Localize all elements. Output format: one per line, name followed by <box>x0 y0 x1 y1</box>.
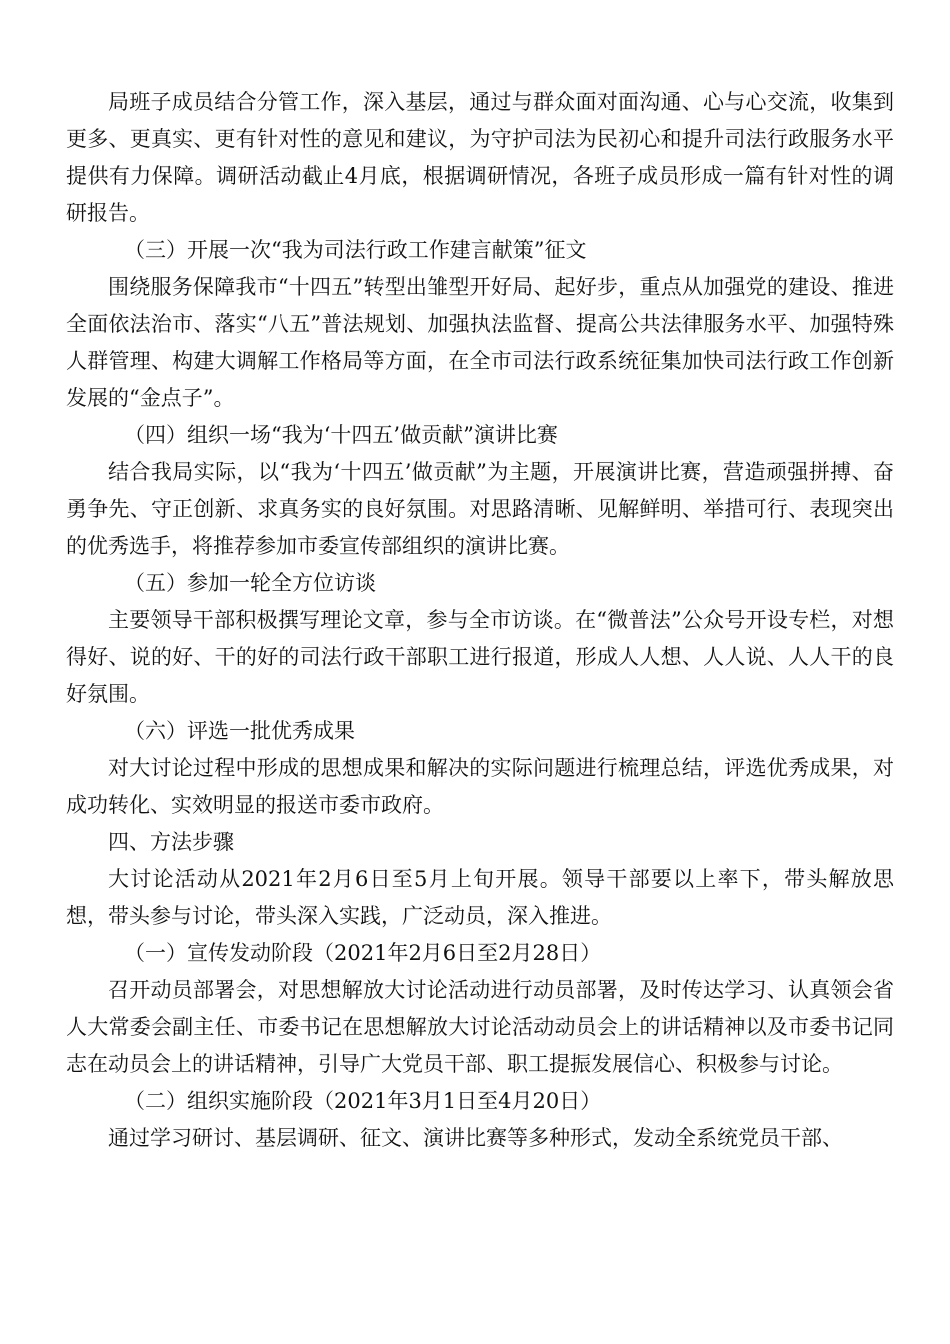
section-heading: （五）参加一轮全方位访谈 <box>124 571 376 595</box>
body-paragraph: 结合我局实际，以“我为‘十四五’做贡献”为主题，开展演讲比赛，营造顽强拼搏、奋勇争先、守正创新、求真务实的良好氛围。对思路清晰、见解鲜明、举措可行、表现突出的优秀选手，将推荐参加市委宣传部组织的演讲比赛。 <box>66 460 894 558</box>
section-heading: （一）宣传发动阶段（2021年2月6日至2月28日） <box>124 941 602 965</box>
body-paragraph: 主要领导干部积极撰写理论文章，参与全市访谈。在“微普法”公众号开设专栏，对想得好、说的好、干的好的司法行政干部职工进行报道，形成人人想、人人说、人人干的良好氛围。 <box>66 608 894 706</box>
body-paragraph: 围绕服务保障我市“十四五”转型出雏型开好局、起好步，重点从加强党的建设、推进全面依法治市、落实“八五”普法规划、加强执法监督、提高公共法律服务水平、加强特殊人群管理、构建大调解工作格局等方面，在全市司法行政系统征集加快司法行政工作创新发展的“金点子”。 <box>66 275 894 410</box>
body-paragraph: 对大讨论过程中形成的思想成果和解决的实际问题进行梳理总结，评选优秀成果，对成功转化、实效明显的报送市委市政府。 <box>66 756 894 817</box>
chapter-heading: 四、方法步骤 <box>108 830 234 854</box>
body-paragraph: 大讨论活动从2021年2月6日至5月上旬开展。领导干部要以上率下，带头解放思想，带头参与讨论，带头深入实践，广泛动员，深入推进。 <box>66 867 894 928</box>
body-paragraph: 召开动员部署会，对思想解放大讨论活动进行动员部署，及时传达学习、认真领会省人大常委会副主任、市委书记在思想解放大讨论活动动员会上的讲话精神以及市委书记同志在动员会上的讲话精神，引导广大党员干部、职工提振发展信心、积极参与讨论。 <box>66 978 894 1076</box>
body-paragraph: 局班子成员结合分管工作，深入基层，通过与群众面对面沟通、心与心交流，收集到更多、更真实、更有针对性的意见和建议，为守护司法为民初心和提升司法行政服务水平提供有力保障。调研活动截止4月底，根据调研情况，各班子成员形成一篇有针对性的调研报告。 <box>66 90 894 225</box>
section-heading: （二）组织实施阶段（2021年3月1日至4月20日） <box>124 1089 602 1113</box>
body-paragraph: 通过学习研讨、基层调研、征文、演讲比赛等多种形式，发动全系统党员干部、 <box>108 1126 843 1150</box>
section-heading: （四）组织一场“我为‘十四五’做贡献”演讲比赛 <box>124 423 558 447</box>
section-heading: （六）评选一批优秀成果 <box>124 719 355 743</box>
document-body <box>66 84 894 1157</box>
section-heading: （三）开展一次“我为司法行政工作建言献策”征文 <box>124 238 587 262</box>
